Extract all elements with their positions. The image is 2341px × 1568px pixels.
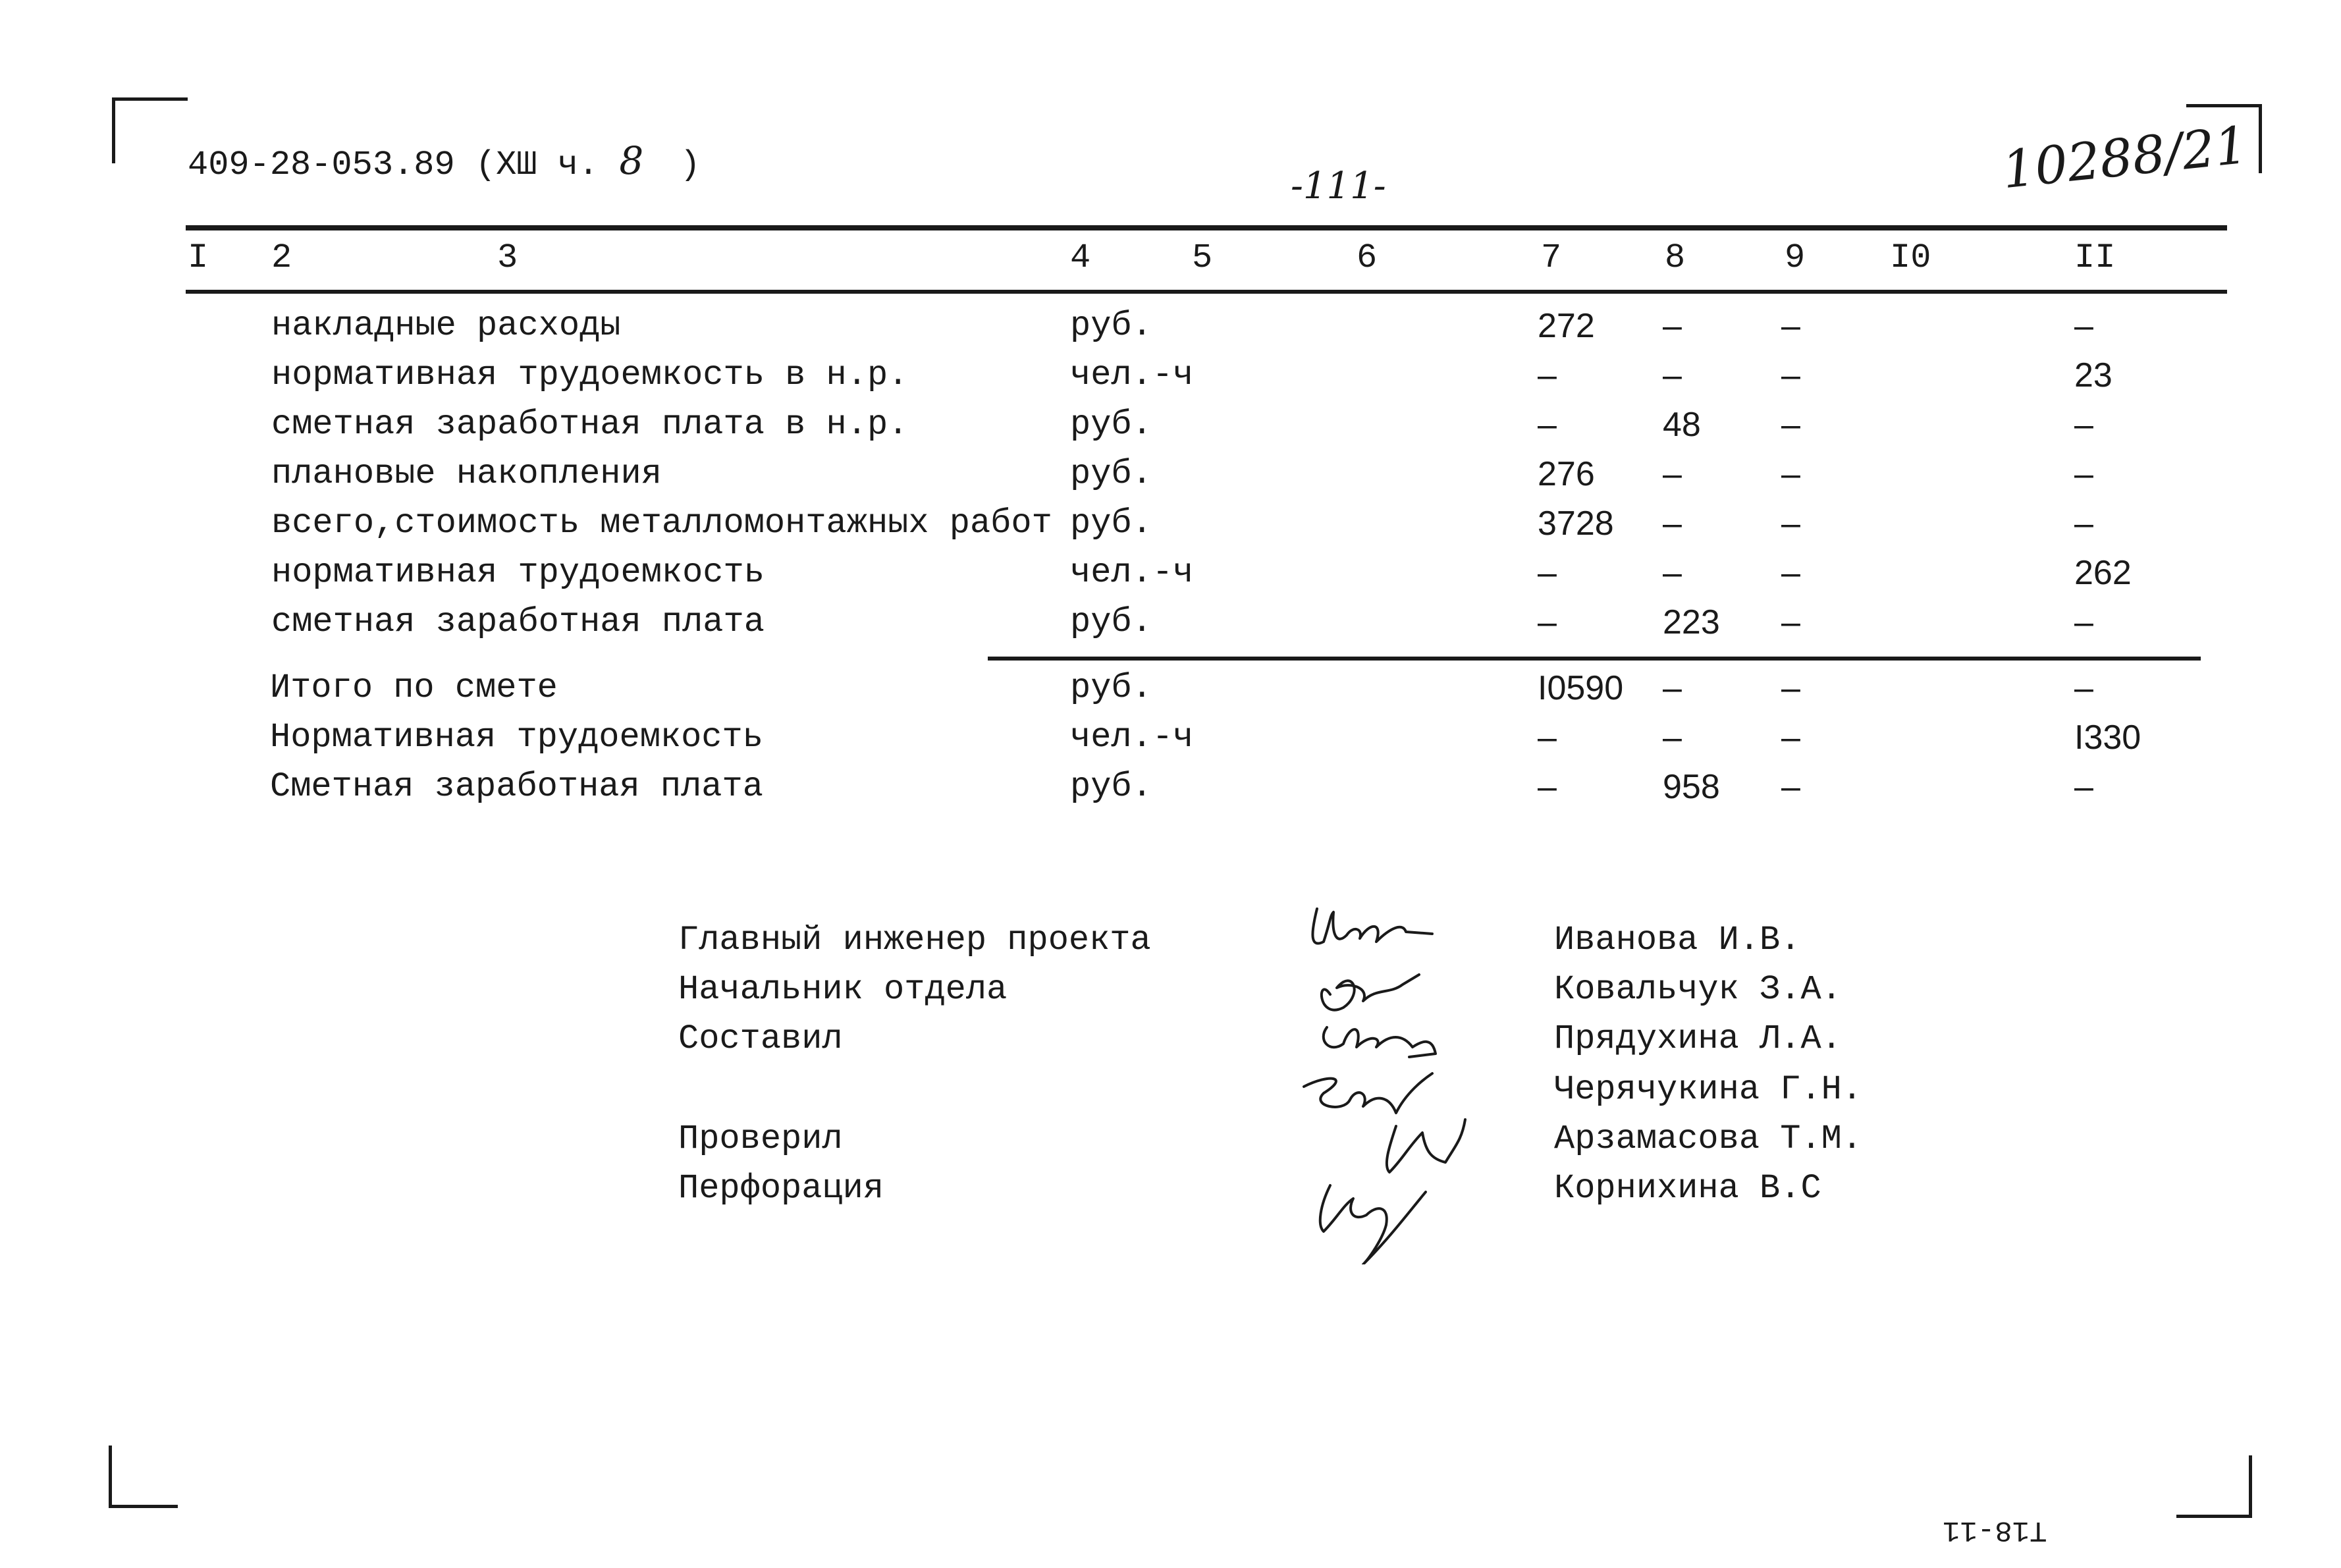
row-unit: чел.-ч bbox=[1070, 553, 1194, 592]
column-header-11: II bbox=[2074, 238, 2116, 277]
corner-mark-top-left bbox=[112, 97, 188, 163]
row-col8: 223 bbox=[1663, 603, 1720, 641]
row-unit: руб. bbox=[1070, 603, 1152, 641]
name-pryadukhina: Прядухина Л.А. bbox=[1554, 1019, 1842, 1058]
column-header-1: I bbox=[188, 238, 209, 277]
row-unit: чел.-ч bbox=[1070, 718, 1194, 757]
row-col8: 48 bbox=[1663, 406, 1701, 444]
row-col9: – bbox=[1781, 718, 1800, 757]
name-ivanova: Иванова И.В. bbox=[1554, 921, 1801, 960]
handwritten-signatures bbox=[1291, 896, 1508, 1264]
row-col11: 262 bbox=[2074, 554, 2132, 592]
row-col9: – bbox=[1781, 669, 1800, 707]
column-header-10: I0 bbox=[1890, 238, 1931, 277]
row-col7: – bbox=[1538, 554, 1557, 592]
row-name: нормативная трудоемкость в н.р. bbox=[271, 356, 909, 394]
row-unit: руб. bbox=[1070, 405, 1152, 444]
document-code-close: ) bbox=[680, 146, 701, 184]
row-col11: – bbox=[2074, 603, 2093, 641]
row-col8: – bbox=[1663, 554, 1682, 592]
corner-mark-bottom-right bbox=[2176, 1455, 2252, 1518]
row-col9: – bbox=[1781, 603, 1800, 641]
row-name: Сметная заработная плата bbox=[270, 767, 763, 806]
name-kornikhina: Корнихина В.С bbox=[1554, 1169, 1821, 1208]
row-name: сметная заработная плата bbox=[271, 603, 765, 641]
row-col11: – bbox=[2074, 307, 2093, 345]
row-col9: – bbox=[1781, 406, 1800, 444]
signature-arzamasova bbox=[1387, 1120, 1465, 1172]
row-name: Итого по смете bbox=[270, 668, 558, 707]
row-col7: 276 bbox=[1538, 455, 1595, 493]
row-col9: – bbox=[1781, 356, 1800, 394]
archive-number: 10288/21 bbox=[1999, 115, 2251, 201]
row-col8: – bbox=[1663, 356, 1682, 394]
name-cheryachukina: Черячукина Г.Н. bbox=[1554, 1070, 1863, 1109]
signature-cheryachukina bbox=[1304, 1073, 1432, 1113]
footer-stamp: T18-11 bbox=[1943, 1513, 2047, 1546]
row-col9: – bbox=[1781, 455, 1800, 493]
row-unit: руб. bbox=[1070, 668, 1152, 707]
signature-kornikhina bbox=[1320, 1185, 1426, 1264]
document-part-handwritten: 8 bbox=[619, 138, 644, 183]
column-header-9: 9 bbox=[1785, 238, 1806, 277]
column-header-4: 4 bbox=[1070, 238, 1091, 277]
row-col11: I330 bbox=[2074, 718, 2141, 757]
row-col7: – bbox=[1538, 406, 1557, 444]
row-col11: – bbox=[2074, 669, 2093, 707]
column-header-5: 5 bbox=[1192, 238, 1213, 277]
page-number: -111- bbox=[1291, 165, 1386, 207]
row-col7: 3728 bbox=[1538, 504, 1614, 543]
signature-pryadukhina bbox=[1324, 1027, 1436, 1057]
row-col9: – bbox=[1781, 768, 1800, 806]
column-header-6: 6 bbox=[1357, 238, 1378, 277]
row-col9: – bbox=[1781, 307, 1800, 345]
name-kovalchuk: Ковальчук З.А. bbox=[1554, 970, 1842, 1009]
row-name: плановые накопления bbox=[271, 454, 662, 493]
signature-kovalchuk bbox=[1322, 975, 1419, 1010]
row-col8: – bbox=[1663, 504, 1682, 543]
name-arzamasova: Арзамасова Т.М. bbox=[1554, 1120, 1863, 1158]
column-header-2: 2 bbox=[271, 238, 292, 277]
row-unit: руб. bbox=[1070, 767, 1152, 806]
row-col7: – bbox=[1538, 768, 1557, 806]
corner-mark-bottom-left bbox=[109, 1446, 178, 1508]
row-name: нормативная трудоемкость bbox=[271, 553, 765, 592]
row-col9: – bbox=[1781, 554, 1800, 592]
column-header-8: 8 bbox=[1665, 238, 1686, 277]
row-col11: – bbox=[2074, 504, 2093, 543]
row-name: сметная заработная плата в н.р. bbox=[271, 405, 909, 444]
row-col8: – bbox=[1663, 455, 1682, 493]
row-col7: – bbox=[1538, 603, 1557, 641]
row-col7: 272 bbox=[1538, 307, 1595, 345]
role-chief-engineer: Главный инженер проекта bbox=[678, 921, 1151, 960]
row-col8: – bbox=[1663, 718, 1682, 757]
document-code bbox=[188, 138, 701, 184]
role-department-head: Начальник отдела bbox=[678, 970, 1008, 1009]
role-compiled-by: Составил bbox=[678, 1019, 843, 1058]
subtotal-rule bbox=[988, 657, 2201, 661]
row-col9: – bbox=[1781, 504, 1800, 543]
document-code-text: 409-28-053.89 (XШ ч. bbox=[188, 146, 599, 184]
row-col8: 958 bbox=[1663, 768, 1720, 806]
row-col11: 23 bbox=[2074, 356, 2112, 394]
row-name: накладные расходы bbox=[271, 306, 621, 345]
row-col11: – bbox=[2074, 768, 2093, 806]
row-col7: – bbox=[1538, 718, 1557, 757]
row-name: Нормативная трудоемкость bbox=[270, 718, 763, 757]
row-unit: руб. bbox=[1070, 504, 1152, 543]
table-header-rule bbox=[186, 290, 2227, 294]
signature-ivanova bbox=[1312, 909, 1432, 944]
row-col11: – bbox=[2074, 406, 2093, 444]
row-unit: чел.-ч bbox=[1070, 356, 1194, 394]
column-header-7: 7 bbox=[1541, 238, 1562, 277]
role-perforation: Перфорация bbox=[678, 1169, 884, 1208]
row-unit: руб. bbox=[1070, 306, 1152, 345]
row-col7: I0590 bbox=[1538, 669, 1624, 707]
row-unit: руб. bbox=[1070, 454, 1152, 493]
row-col8: – bbox=[1663, 307, 1682, 345]
row-col8: – bbox=[1663, 669, 1682, 707]
row-col7: – bbox=[1538, 356, 1557, 394]
column-header-3: 3 bbox=[497, 238, 518, 277]
table-top-rule bbox=[186, 225, 2227, 230]
role-checked-by: Проверил bbox=[678, 1120, 843, 1158]
row-col11: – bbox=[2074, 455, 2093, 493]
row-name: всего,стоимость металломонтажных работ bbox=[271, 504, 1052, 543]
